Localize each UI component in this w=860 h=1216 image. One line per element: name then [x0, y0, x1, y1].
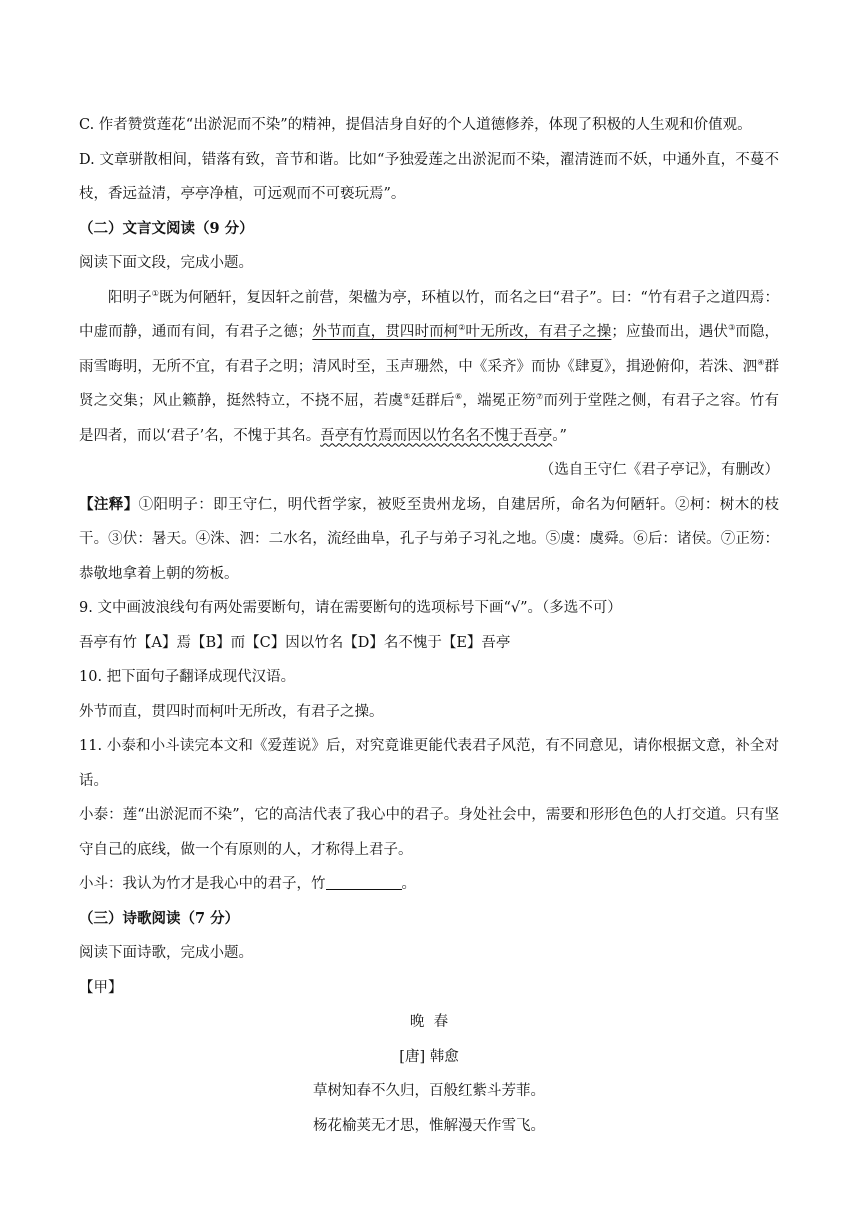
question-11: 11. 小泰和小斗读完本文和《爱莲说》后，对究竟谁更能代表君子风范，有不同意见，请你根据文意，补全对话。: [79, 738, 779, 789]
question-11-xiaodou: 小斗：我认为竹才是我心中的君子，竹 。: [79, 876, 416, 892]
option-c: C. 作者赞赏莲花“出淤泥而不染”的精神，提倡洁身自好的个人道德修养，体现了积极的人生观和价值观。: [79, 117, 752, 133]
question-9-options: 吾亭有竹【A】焉【B】而【C】因以竹名【D】名不愧于【E】吾亭: [79, 634, 511, 651]
question-11-xiaotai: 小泰：莲“出淤泥而不染”，它的高洁代表了我心中的君子。身处社会中，需要和形形色色的人打交道。只有坚守自己的底线，做一个有原则的人，才称得上君子。: [79, 807, 779, 858]
classical-passage: 阳明子①既为何陋轩，复因轩之前营，架楹为亭，环植以竹，而名之曰“君子”。曰：“竹有君子之道四焉：中虚而静，通而有间，有君子之德；外节而直，贯四时而柯②叶无所改，有君子之操；应蛰而出，遇伏③而隐，雨雪晦明，无所不宜，有君子之明；清风时至，玉声珊然，中《采齐》而协《肆夏》，揖逊俯仰，若洙、泗④群贤之交集；风止籁静，挺然特立，不挠不屈，若虞⑤廷群后⑥，端冕正笏⑦而列于堂陛之侧，有君子之容。竹有是四者，而以‘君子’名，不愧于其名。吾亭有竹焉而因以竹名名不愧于吾亭。”: [79, 288, 780, 444]
question-10-sentence: 外节而直，贯四时而柯叶无所改，有君子之操。: [79, 703, 384, 720]
option-d: D. 文章骈散相间，错落有致，音节和谐。比如“予独爱莲之出淤泥而不染，濯清涟而不妖，中通外直，不蔓不枝，香远益清，亭亭净植，可远观而不可亵玩焉”。: [79, 151, 779, 202]
poetry-instruction: 阅读下面诗歌，完成小题。: [79, 945, 253, 961]
poem-line: 杨花榆荚无才思，惟解漫天作雪飞。: [313, 1117, 545, 1134]
note-ref: ①: [151, 288, 159, 298]
question-9: 9. 文中画波浪线句有两处需要断句，请在需要断句的选项标号下画“√”。（多选不可）: [79, 600, 622, 616]
poem-line: 草树知春不久归，百般红紫斗芳菲。: [313, 1083, 545, 1099]
section-heading-poetry: （三）诗歌阅读（7 分）: [79, 909, 240, 927]
document-page: [79, 108, 779, 1143]
question-10: 10. 把下面句子翻译成现代汉语。: [79, 669, 296, 685]
poem-title: 晚 春: [409, 1014, 449, 1030]
annotations: 【注释】①阳明子：即王守仁，明代哲学家，被贬至贵州龙场，自建居所，命名为何陋轩。②柯：树木的枝干。③伏：暑天。④洙、泗：二水名，流经曲阜，孔子与弟子习礼之地。⑤虞：虞舜。⑥后：诸侯。⑦正笏：恭敬地拿着上朝的笏板。: [79, 495, 779, 582]
section-instruction: 阅读下面文段，完成小题。: [79, 255, 253, 271]
passage-source: （选自王守仁《君子亭记》，有删改）: [539, 462, 779, 478]
poem-author: [唐] 韩愈: [399, 1048, 459, 1065]
underlined-sentence: 外节而直，贯四时而柯②叶无所改，有君子之操: [312, 323, 612, 340]
section-heading-classical: （二）文言文阅读（9 分）: [79, 219, 254, 237]
answer-blank[interactable]: [326, 875, 402, 890]
wavy-underlined-sentence: 吾亭有竹焉而因以竹名名不愧于吾亭: [320, 427, 553, 444]
poem-label: 【甲】: [79, 979, 123, 996]
